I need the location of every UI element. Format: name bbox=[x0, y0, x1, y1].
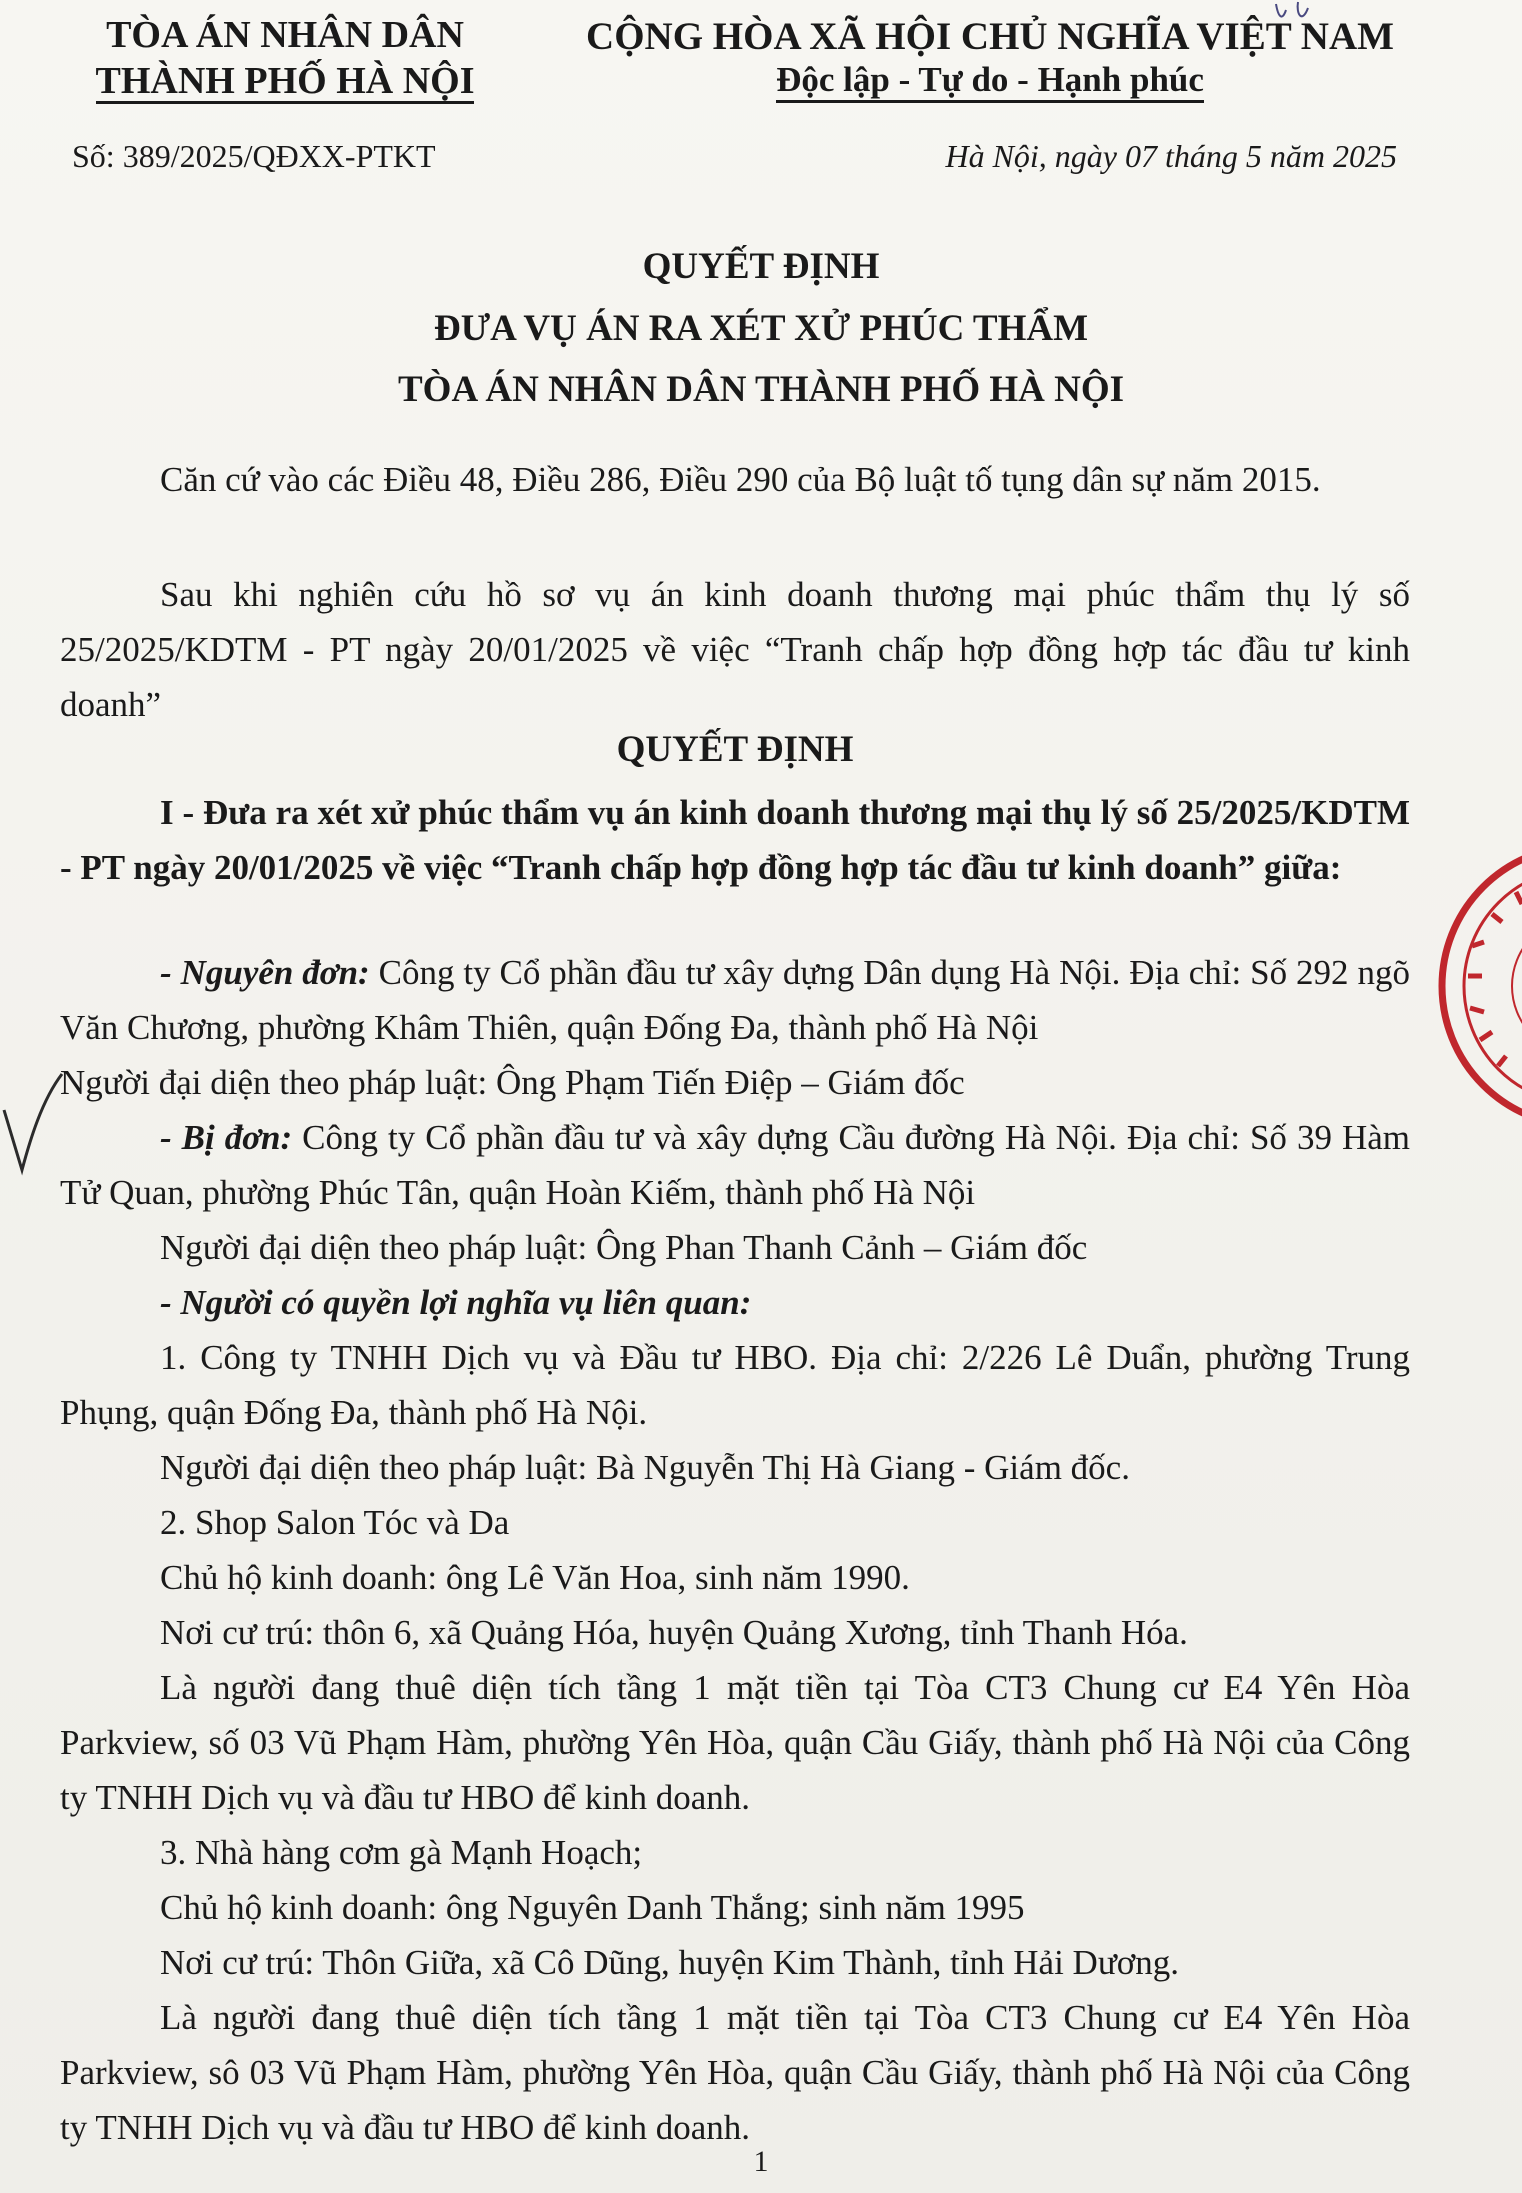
related-party-2-owner: Chủ hộ kinh doanh: ông Lê Văn Hoa, sinh năm 1990. bbox=[160, 1558, 910, 1597]
defendant-label: - Bị đơn: bbox=[160, 1118, 293, 1157]
check-mark-icon bbox=[0, 1070, 70, 1190]
document-date: Hà Nội, ngày 07 tháng 5 năm 2025 bbox=[945, 138, 1397, 174]
decision-heading: QUYẾT ĐỊNH bbox=[616, 729, 854, 770]
title-appeal-trial: ĐƯA VỤ ÁN RA XÉT XỬ PHÚC THẨM bbox=[433, 308, 1089, 349]
related-party-3-lease: Là người đang thuê diện tích tầng 1 mặt tiền tại Tòa CT3 Chung cư E4 Yên Hòa Parkview, sô 03 Vũ Phạm Hàm, phường Yên Hòa, quận Cầu Giấy, thành phố Hà Nội của Công ty TNHH Dịch vụ và đầu tư HBO để kinh doanh. bbox=[60, 1998, 1410, 2147]
title-court: TÒA ÁN NHÂN DÂN THÀNH PHỐ HÀ NỘI bbox=[398, 369, 1124, 410]
court-name-line2: THÀNH PHỐ HÀ NỘI bbox=[95, 60, 475, 102]
related-party-2-lease: Là người đang thuê diện tích tầng 1 mặt tiền tại Tòa CT3 Chung cư E4 Yên Hòa Parkview, số 03 Vũ Phạm Hàm, phường Yên Hòa, quận Cầu Giấy, thành phố Hà Nội của Công ty TNHH Dịch vụ và đầu tư HBO để kinh doanh. bbox=[60, 1668, 1410, 1817]
page-number: 1 bbox=[753, 2145, 769, 2178]
document-number: Số: 389/2025/QĐXX-PTKT bbox=[72, 138, 436, 174]
court-seal-icon bbox=[1432, 836, 1522, 1136]
court-name-line1: TÒA ÁN NHÂN DÂN bbox=[106, 14, 464, 56]
related-party-1-representative: Người đại diện theo pháp luật: Bà Nguyễn Thị Hà Giang - Giám đốc. bbox=[160, 1448, 1130, 1487]
related-party-3: 3. Nhà hàng cơm gà Mạnh Hoạch; bbox=[160, 1833, 643, 1872]
plaintiff-details: Công ty Cổ phần đầu tư xây dựng Dân dụng Hà Nội. Địa chỉ: Số 292 ngõ Văn Chương, phường Khâm Thiên, quận Đống Đa, thành phố Hà Nội bbox=[60, 953, 1410, 1047]
plaintiff-label: - Nguyên đơn: bbox=[160, 953, 370, 992]
title-decision: QUYẾT ĐỊNH bbox=[642, 246, 880, 287]
handwritten-mark-icon bbox=[1268, 0, 1328, 30]
plaintiff-paragraph bbox=[60, 945, 1410, 1055]
plaintiff-representative: Người đại diện theo pháp luật: Ông Phạm Tiến Điệp – Giám đốc bbox=[60, 1063, 965, 1102]
related-party-3-owner: Chủ hộ kinh doanh: ông Nguyên Danh Thắng; sinh năm 1995 bbox=[160, 1888, 1025, 1927]
related-party-3-residence: Nơi cư trú: Thôn Giữa, xã Cô Dũng, huyện Kim Thành, tỉnh Hải Dương. bbox=[160, 1943, 1180, 1982]
related-party-1: 1. Công ty TNHH Dịch vụ và Đầu tư HBO. Địa chỉ: 2/226 Lê Duẩn, phường Trung Phụng, quận Đống Đa, thành phố Hà Nội. bbox=[60, 1338, 1410, 1432]
national-motto: Độc lập - Tự do - Hạnh phúc bbox=[776, 60, 1204, 103]
case-review-paragraph: Sau khi nghiên cứu hồ sơ vụ án kinh doanh thương mại phúc thẩm thụ lý số 25/2025/KDTM - PT ngày 20/01/2025 về việc “Tranh chấp hợp đồng hợp tác đầu tư kinh doanh” bbox=[60, 575, 1410, 724]
legal-basis-paragraph: Căn cứ vào các Điều 48, Điều 286, Điều 290 của Bộ luật tố tụng dân sự năm 2015. bbox=[160, 460, 1321, 499]
republic-title: CỘNG HÒA XÃ HỘI CHỦ NGHĨA VIỆT NAM bbox=[586, 15, 1394, 58]
section-one-paragraph: I - Đưa ra xét xử phúc thẩm vụ án kinh doanh thương mại thụ lý số 25/2025/KDTM - PT ngày 20/01/2025 về việc “Tranh chấp hợp đồng hợp tác đầu tư kinh doanh” giữa: bbox=[60, 793, 1410, 887]
defendant-representative: Người đại diện theo pháp luật: Ông Phan Thanh Cảnh – Giám đốc bbox=[160, 1228, 1088, 1267]
defendant-details: Công ty Cổ phần đầu tư và xây dựng Cầu đường Hà Nội. Địa chỉ: Số 39 Hàm Tử Quan, phường Phúc Tân, quận Hoàn Kiếm, thành phố Hà Nội bbox=[60, 1118, 1410, 1212]
related-party-2: 2. Shop Salon Tóc và Da bbox=[160, 1503, 510, 1542]
court-header bbox=[60, 12, 510, 104]
defendant-paragraph bbox=[60, 1110, 1410, 1220]
related-party-2-residence: Nơi cư trú: thôn 6, xã Quảng Hóa, huyện Quảng Xương, tỉnh Thanh Hóa. bbox=[160, 1613, 1188, 1652]
related-parties-label: - Người có quyền lợi nghĩa vụ liên quan: bbox=[160, 1283, 752, 1322]
